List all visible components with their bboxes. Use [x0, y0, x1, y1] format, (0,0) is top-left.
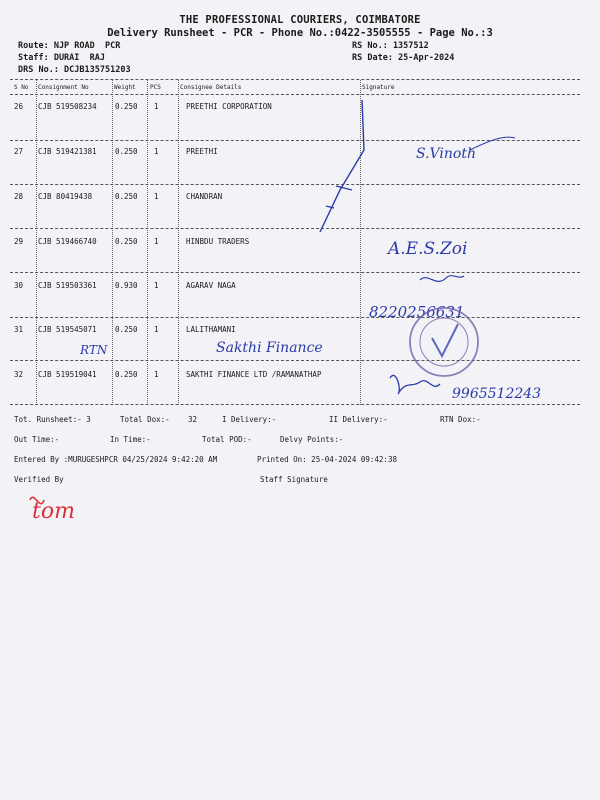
row-pcs: 1 [154, 370, 159, 379]
row-weight: 0.250 [115, 147, 138, 156]
row-pcs: 1 [154, 325, 159, 334]
row-weight: 0.250 [115, 237, 138, 246]
drs-number: DRS No.: DCJB135751203 [18, 65, 131, 75]
note-row31: Sakthi Finance [216, 340, 323, 356]
row-consignee: PREETHI CORPORATION [186, 102, 272, 111]
total-dox-label: Total Dox:- [120, 415, 170, 424]
row-consignment-no: CJB 519508234 [38, 102, 97, 111]
row-sno: 29 [14, 237, 24, 246]
row-consignee: LALITHAMANI [186, 325, 236, 334]
row-consignment-no: CJB 519421381 [38, 147, 97, 156]
rs-date: RS Date: 25-Apr-2024 [352, 53, 455, 63]
row-weight: 0.250 [115, 192, 138, 201]
col-consignment: Consignment No [38, 84, 89, 91]
col-sno: S No [14, 84, 29, 91]
route-label: Route: NJP ROAD PCR [18, 41, 121, 51]
col-consignee: Consignee Details [180, 84, 242, 91]
row-consignee: PREETHI [186, 147, 218, 156]
signature-row29: A.E.S.Zoi [388, 239, 468, 259]
row-sno: 28 [14, 192, 24, 201]
entered-by: Entered By :MURUGESHPCR 04/25/2024 9:42:20 AM [14, 455, 218, 464]
staff-label: Staff: DURAI RAJ [18, 53, 105, 63]
col-weight: Weight [114, 84, 136, 91]
delvy-points: Delvy Points:- [280, 435, 344, 444]
total-pod: Total POD:- [202, 435, 252, 444]
row-sno: 31 [14, 325, 24, 334]
row-consignee: SAKTHI FINANCE LTD /RAMANATHAP [186, 370, 322, 379]
stamp-seal [410, 308, 478, 376]
runsheet-subtitle: Delivery Runsheet - PCR - Phone No.:0422-3505555 - Page No.:3 [107, 27, 493, 39]
row-pcs: 1 [154, 102, 159, 111]
row-consignment-no: CJB 519519041 [38, 370, 97, 379]
row-consignee: CHANDRAN [186, 192, 223, 201]
verified-initials: tom [32, 499, 75, 524]
row-pcs: 1 [154, 192, 159, 201]
rs-number: RS No.: 1357512 [352, 41, 429, 51]
tot-runsheet: Tot. Runsheet:- 3 [14, 415, 91, 424]
out-time: Out Time:- [14, 435, 60, 444]
row-sno: 30 [14, 281, 24, 290]
row-weight: 0.250 [115, 325, 138, 334]
row-consignment-no: CJB 519503361 [38, 281, 97, 290]
phone-row32: 9965512243 [452, 386, 542, 402]
printed-on: Printed On: 25-04-2024 09:42:38 [257, 455, 397, 464]
row-consignment-no: CJB 80419438 [38, 192, 93, 201]
row-sno: 26 [14, 102, 24, 111]
row-pcs: 1 [154, 237, 159, 246]
in-time: In Time:- [110, 435, 151, 444]
rtn-dox: RTN Dox:- [440, 415, 481, 424]
verified-by-label: Verified By [14, 475, 64, 484]
total-dox-value: 32 [188, 415, 198, 424]
signature-row27: S.Vinoth [416, 146, 476, 162]
row-weight: 0.250 [115, 370, 138, 379]
strike-line [320, 100, 364, 232]
row-consignee: HINBDU TRADERS [186, 237, 250, 246]
row-weight: 0.930 [115, 281, 138, 290]
phone-row30: 8220256631 [369, 303, 465, 321]
row-sno: 27 [14, 147, 24, 156]
col-signature: Signature [362, 84, 395, 91]
staff-signature-label: Staff Signature [260, 475, 328, 484]
row-sno: 32 [14, 370, 24, 379]
signature-flourish [470, 137, 515, 150]
signature-scribble [420, 276, 464, 282]
col-pcs: PCS [150, 84, 161, 91]
row-consignee: AGARAV NAGA [186, 281, 236, 290]
row-weight: 0.250 [115, 102, 138, 111]
company-title: THE PROFESSIONAL COURIERS, COIMBATORE [179, 14, 421, 26]
rtn-handwritten: RTN [80, 343, 108, 357]
i-delivery: I Delivery:- [222, 415, 277, 424]
row-pcs: 1 [154, 281, 159, 290]
row-consignment-no: CJB 519545071 [38, 325, 97, 334]
signature-row32 [390, 375, 440, 394]
row-consignment-no: CJB 519466740 [38, 237, 97, 246]
row-pcs: 1 [154, 147, 159, 156]
ii-delivery: II Delivery:- [329, 415, 388, 424]
